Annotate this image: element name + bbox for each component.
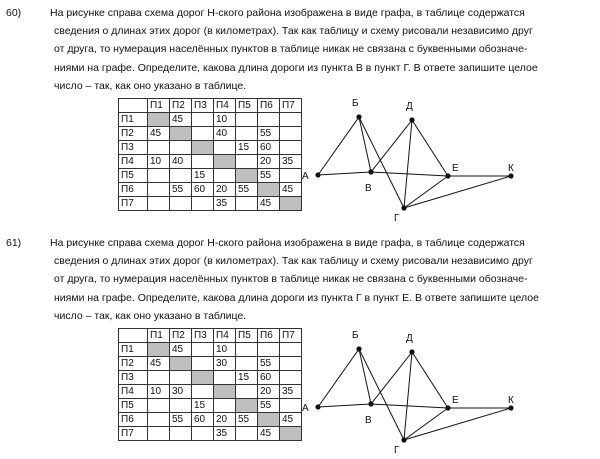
table-cell: 10 xyxy=(214,113,236,127)
table-cell xyxy=(258,113,280,127)
table-cell xyxy=(192,141,214,155)
text-line: сведения о длинах этих дорог (в километрах). Так как таблицу и схему рисовали независимо друг xyxy=(54,25,533,38)
table-header-row xyxy=(119,329,302,343)
table-cell xyxy=(192,371,214,385)
row-header: П6 xyxy=(119,413,148,427)
edge-V-D xyxy=(371,120,412,172)
column-header: П3 xyxy=(192,329,214,343)
table-cell: 45 xyxy=(258,197,280,211)
table-row xyxy=(119,197,302,211)
column-header: П1 xyxy=(148,99,170,113)
table-cell xyxy=(258,183,280,197)
node-K xyxy=(508,405,513,410)
table-row xyxy=(119,427,302,441)
table-cell: 30 xyxy=(170,385,192,399)
row-header: П3 xyxy=(119,141,148,155)
problem-text xyxy=(6,4,586,95)
edge-G-K xyxy=(404,176,511,208)
table-cell xyxy=(214,155,236,169)
table-cell xyxy=(170,127,192,141)
text-line: ниями на графе. Определите, какова длина дороги из пункта В в пункт Г. В ответе запишите целое xyxy=(54,61,538,74)
table-cell xyxy=(214,385,236,399)
problem-text xyxy=(6,234,586,325)
column-header: П3 xyxy=(192,99,214,113)
problem-number: 61) xyxy=(6,237,22,249)
table-cell xyxy=(236,127,258,141)
node-V xyxy=(368,401,373,406)
edge-B-G xyxy=(359,349,404,440)
node-B xyxy=(356,346,361,351)
table-cell: 15 xyxy=(236,371,258,385)
edge-V-E xyxy=(371,404,448,408)
table-row xyxy=(119,127,302,141)
table-cell xyxy=(148,413,170,427)
text-line: На рисунке справа схема дорог Н-ского района изображена в виде графа, в таблице содержатся xyxy=(50,237,525,249)
table-cell: 10 xyxy=(214,343,236,357)
table-cell xyxy=(214,399,236,413)
edge-A-B xyxy=(318,117,359,175)
node-A xyxy=(315,404,320,409)
edge-G-K xyxy=(404,408,511,440)
text-line: от друга, то нумерация населённых пунктов в таблице никак не связана с буквенными обозначе- xyxy=(54,43,528,56)
table-cell xyxy=(148,197,170,211)
node-D xyxy=(409,349,414,354)
edge-B-G xyxy=(359,117,404,208)
problem-number: 60) xyxy=(6,7,22,19)
table-cell: 40 xyxy=(214,127,236,141)
table-cell: 60 xyxy=(192,183,214,197)
table-cell xyxy=(170,399,192,413)
text-line: число – так, как оно указано в таблице. xyxy=(54,79,247,92)
label-G: Г xyxy=(394,445,400,456)
label-V: В xyxy=(365,415,372,426)
row-header: П3 xyxy=(119,371,148,385)
edge-D-G xyxy=(404,352,412,440)
label-K: К xyxy=(508,163,514,174)
table-cell xyxy=(236,197,258,211)
table-cell: 45 xyxy=(170,113,192,127)
table-row xyxy=(119,141,302,155)
table-cell: 35 xyxy=(280,155,302,169)
table-cell xyxy=(148,371,170,385)
table-cell: 15 xyxy=(236,141,258,155)
table-cell: 60 xyxy=(258,141,280,155)
table-corner xyxy=(119,99,148,113)
label-E: Е xyxy=(452,395,459,406)
table-cell xyxy=(192,343,214,357)
table-cell: 35 xyxy=(214,427,236,441)
text-line: от друга, то нумерация населённых пунктов в таблице никак не связана с буквенными обозначе- xyxy=(54,273,528,286)
column-header: П1 xyxy=(148,329,170,343)
table-cell: 60 xyxy=(258,371,280,385)
edge-E-G xyxy=(404,176,448,208)
text-line: сведения о длинах этих дорог (в километрах). Так как таблицу и схему рисовали независимо друг xyxy=(54,255,533,268)
edge-D-E xyxy=(412,120,448,176)
table-corner xyxy=(119,329,148,343)
table-cell xyxy=(258,343,280,357)
table-cell xyxy=(148,113,170,127)
table-cell xyxy=(170,427,192,441)
table-row xyxy=(119,113,302,127)
table-row xyxy=(119,371,302,385)
edge-A-B xyxy=(318,349,359,407)
table-cell xyxy=(148,183,170,197)
row-header: П5 xyxy=(119,169,148,183)
row-header: П1 xyxy=(119,113,148,127)
edge-E-G xyxy=(404,408,448,440)
table-cell: 35 xyxy=(280,385,302,399)
table-cell xyxy=(192,127,214,141)
distance-table xyxy=(118,98,302,211)
table-cell xyxy=(214,371,236,385)
table-cell: 30 xyxy=(214,357,236,371)
table-cell xyxy=(214,141,236,155)
node-E xyxy=(445,173,450,178)
column-header: П2 xyxy=(170,329,192,343)
table-cell: 10 xyxy=(148,385,170,399)
text-line: На рисунке справа схема дорог Н-ского района изображена в виде графа, в таблице содержатся xyxy=(50,7,525,19)
text-line: число – так, как оно указано в таблице. xyxy=(54,309,247,322)
table-cell: 20 xyxy=(214,413,236,427)
node-E xyxy=(445,405,450,410)
table-cell xyxy=(236,343,258,357)
table-cell: 55 xyxy=(258,357,280,371)
table-cell xyxy=(236,427,258,441)
row-header: П2 xyxy=(119,127,148,141)
table-cell xyxy=(148,343,170,357)
table-cell: 55 xyxy=(236,183,258,197)
table-cell xyxy=(192,113,214,127)
node-V xyxy=(368,169,373,174)
label-D: Д xyxy=(406,333,413,344)
edge-D-G xyxy=(404,120,412,208)
edge-A-V xyxy=(318,172,371,175)
table-cell xyxy=(170,371,192,385)
edge-B-V xyxy=(359,349,371,404)
table-cell: 45 xyxy=(258,427,280,441)
label-A: А xyxy=(302,403,309,414)
table-cell xyxy=(236,357,258,371)
table-cell xyxy=(170,141,192,155)
table-cell: 35 xyxy=(214,197,236,211)
table-cell: 20 xyxy=(214,183,236,197)
table-cell: 45 xyxy=(148,357,170,371)
table-row xyxy=(119,155,302,169)
table-cell xyxy=(148,427,170,441)
table-row xyxy=(119,399,302,413)
column-header: П7 xyxy=(280,99,302,113)
table-cell: 55 xyxy=(258,127,280,141)
table-cell: 60 xyxy=(192,413,214,427)
label-G: Г xyxy=(394,213,400,224)
table-cell xyxy=(214,169,236,183)
road-graph xyxy=(290,324,530,459)
table-cell xyxy=(236,155,258,169)
table-cell: 40 xyxy=(170,155,192,169)
table-cell: 45 xyxy=(280,183,302,197)
label-A: А xyxy=(302,171,309,182)
table-row xyxy=(119,343,302,357)
table-cell xyxy=(236,113,258,127)
table-cell: 15 xyxy=(192,169,214,183)
row-header: П7 xyxy=(119,427,148,441)
table-cell xyxy=(192,155,214,169)
table-cell xyxy=(148,169,170,183)
label-B: Б xyxy=(352,330,359,341)
table-cell xyxy=(236,399,258,413)
table-cell xyxy=(148,141,170,155)
table-row xyxy=(119,183,302,197)
row-header: П5 xyxy=(119,399,148,413)
node-K xyxy=(508,173,513,178)
table-cell xyxy=(170,357,192,371)
table-cell xyxy=(192,427,214,441)
label-V: В xyxy=(365,183,372,194)
table-cell xyxy=(236,385,258,399)
column-header: П7 xyxy=(280,329,302,343)
table-cell: 55 xyxy=(258,399,280,413)
row-header: П4 xyxy=(119,155,148,169)
table-cell: 10 xyxy=(148,155,170,169)
node-G xyxy=(401,437,406,442)
table-header-row xyxy=(119,99,302,113)
edge-B-V xyxy=(359,117,371,172)
table-row xyxy=(119,385,302,399)
edge-D-E xyxy=(412,352,448,408)
edge-V-E xyxy=(371,172,448,176)
column-header: П6 xyxy=(258,329,280,343)
table-row xyxy=(119,357,302,371)
column-header: П2 xyxy=(170,99,192,113)
edge-A-V xyxy=(318,404,371,407)
table-cell: 45 xyxy=(170,343,192,357)
node-G xyxy=(401,205,406,210)
table-cell: 55 xyxy=(170,413,192,427)
table-cell xyxy=(170,197,192,211)
text-line: ниями на графе. Определите, какова длина дороги из пункта Г в пункт Е. В ответе запишите целое xyxy=(54,291,539,304)
row-header: П2 xyxy=(119,357,148,371)
table-cell: 20 xyxy=(258,155,280,169)
row-header: П6 xyxy=(119,183,148,197)
node-B xyxy=(356,114,361,119)
table-cell: 45 xyxy=(280,413,302,427)
table-cell xyxy=(192,197,214,211)
label-K: К xyxy=(508,395,514,406)
table-cell: 55 xyxy=(170,183,192,197)
node-A xyxy=(315,172,320,177)
row-header: П4 xyxy=(119,385,148,399)
distance-table xyxy=(118,328,302,441)
column-header: П4 xyxy=(214,329,236,343)
table-cell xyxy=(148,399,170,413)
row-header: П7 xyxy=(119,197,148,211)
table-cell xyxy=(170,169,192,183)
table-cell: 45 xyxy=(148,127,170,141)
table-cell: 20 xyxy=(258,385,280,399)
column-header: П5 xyxy=(236,99,258,113)
column-header: П4 xyxy=(214,99,236,113)
row-header: П1 xyxy=(119,343,148,357)
table-cell: 15 xyxy=(192,399,214,413)
table-cell: 55 xyxy=(258,169,280,183)
edge-V-D xyxy=(371,352,412,404)
table-cell xyxy=(192,385,214,399)
label-D: Д xyxy=(406,101,413,112)
table-row xyxy=(119,169,302,183)
table-cell xyxy=(258,413,280,427)
table-cell xyxy=(192,357,214,371)
label-B: Б xyxy=(352,98,359,109)
node-D xyxy=(409,117,414,122)
label-E: Е xyxy=(452,163,459,174)
column-header: П5 xyxy=(236,329,258,343)
table-cell: 55 xyxy=(236,413,258,427)
column-header: П6 xyxy=(258,99,280,113)
road-graph xyxy=(290,92,530,227)
table-cell xyxy=(236,169,258,183)
table-row xyxy=(119,413,302,427)
